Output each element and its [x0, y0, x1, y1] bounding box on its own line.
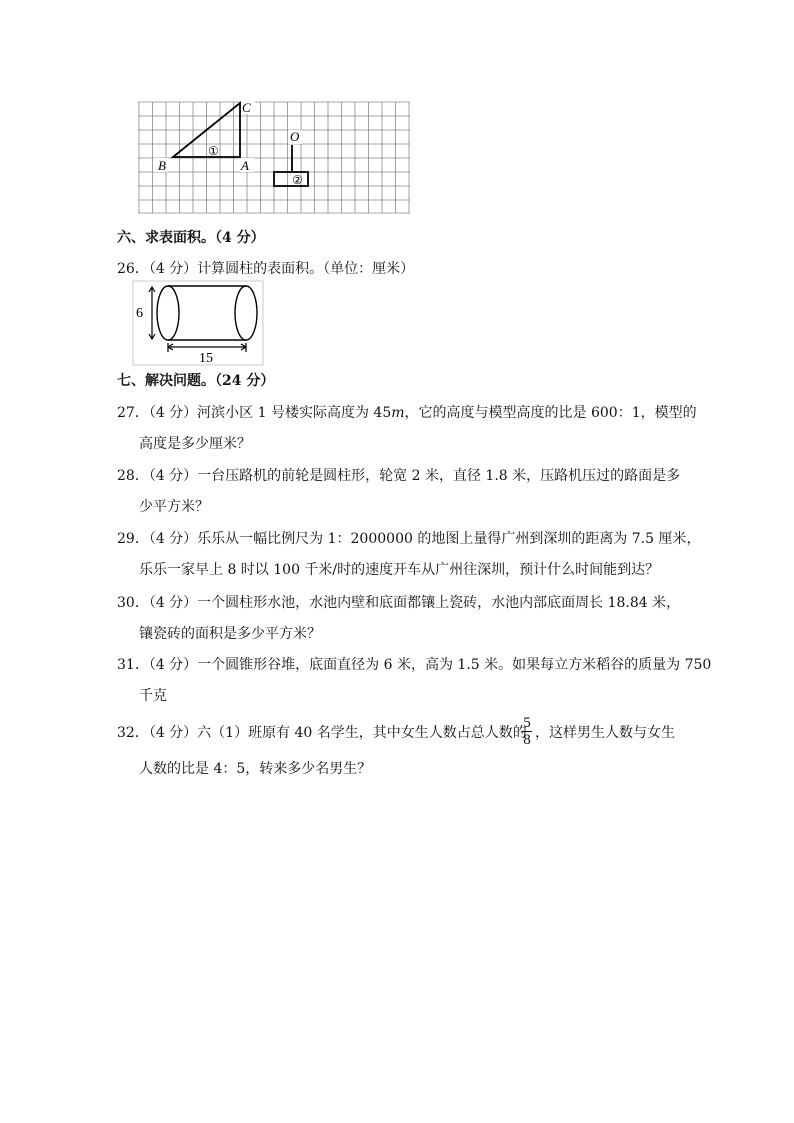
fraction-denominator: 8 — [523, 732, 531, 748]
question-28-line-1: 28．（4 分）一台压路机的前轮是圆柱形，轮宽 2 米，直径 1.8 米，压路机压过的路面是多 — [117, 468, 681, 484]
cylinder-left-face — [157, 286, 179, 340]
point-label-a: A — [241, 158, 249, 173]
section-6-heading: 六、求表面积。（4 分） — [117, 230, 265, 246]
cylinder-diagram — [132, 280, 264, 366]
length-label: 15 — [199, 351, 213, 366]
question-27-line-2: 高度是多少厘米？ — [139, 436, 251, 452]
question-28-line-2: 少平方米？ — [139, 499, 209, 515]
question-32-line-2: 人数的比是 4：5，转来多少名男生？ — [139, 761, 372, 777]
height-label: 6 — [136, 306, 143, 321]
question-29-line-2: 乐乐一家早上 8 时以 100 千米/时的速度开车从广州往深圳，预计什么时间能到达？ — [139, 562, 660, 578]
point-label-b: B — [158, 158, 166, 173]
question-31-line-1: 31．（4 分）一个圆锥形谷堆，底面直径为 6 米，高为 1.5 米。如果每立方米稻谷的质量为 750 — [117, 657, 712, 673]
point-label-c: C — [242, 100, 251, 115]
fraction-numerator: 5 — [523, 715, 531, 731]
grid-figure — [138, 100, 412, 216]
question-26-text: 26．（4 分）计算圆柱的表面积。（单位：厘米） — [117, 261, 415, 277]
question-32-line-1-start: 32．（4 分）六（1）班原有 40 名学生，其中女生人数占总人数的 — [117, 725, 527, 741]
question-31-line-2: 千克 — [139, 688, 167, 704]
section-7-heading: 七、解决问题。（24 分） — [117, 373, 275, 389]
point-label-o: O — [290, 129, 300, 144]
shape-label-2: ② — [292, 173, 303, 187]
question-30-line-2: 镶瓷砖的面积是多少平方米？ — [139, 626, 321, 642]
question-27-line-1: 27．（4 分）河滨小区 1 号楼实际高度为 45m，它的高度与模型高度的比是 600：1，模型的 — [117, 405, 697, 421]
question-32-line-1-end: ，这样男生人数与女生 — [535, 725, 675, 741]
fraction-five-eighths — [521, 715, 533, 748]
shape-label-1: ① — [208, 144, 219, 158]
question-30-line-1: 30．（4 分）一个圆柱形水池，水池内壁和底面都镶上瓷砖，水池内部底面周长 18.84 米， — [117, 595, 681, 611]
cylinder-right-edge — [235, 286, 257, 340]
question-29-line-1: 29．（4 分）乐乐从一幅比例尺为 1：2000000 的地图上量得广州到深圳的距离为 7.5 厘米， — [117, 531, 701, 547]
rectangle-shape — [274, 172, 308, 186]
